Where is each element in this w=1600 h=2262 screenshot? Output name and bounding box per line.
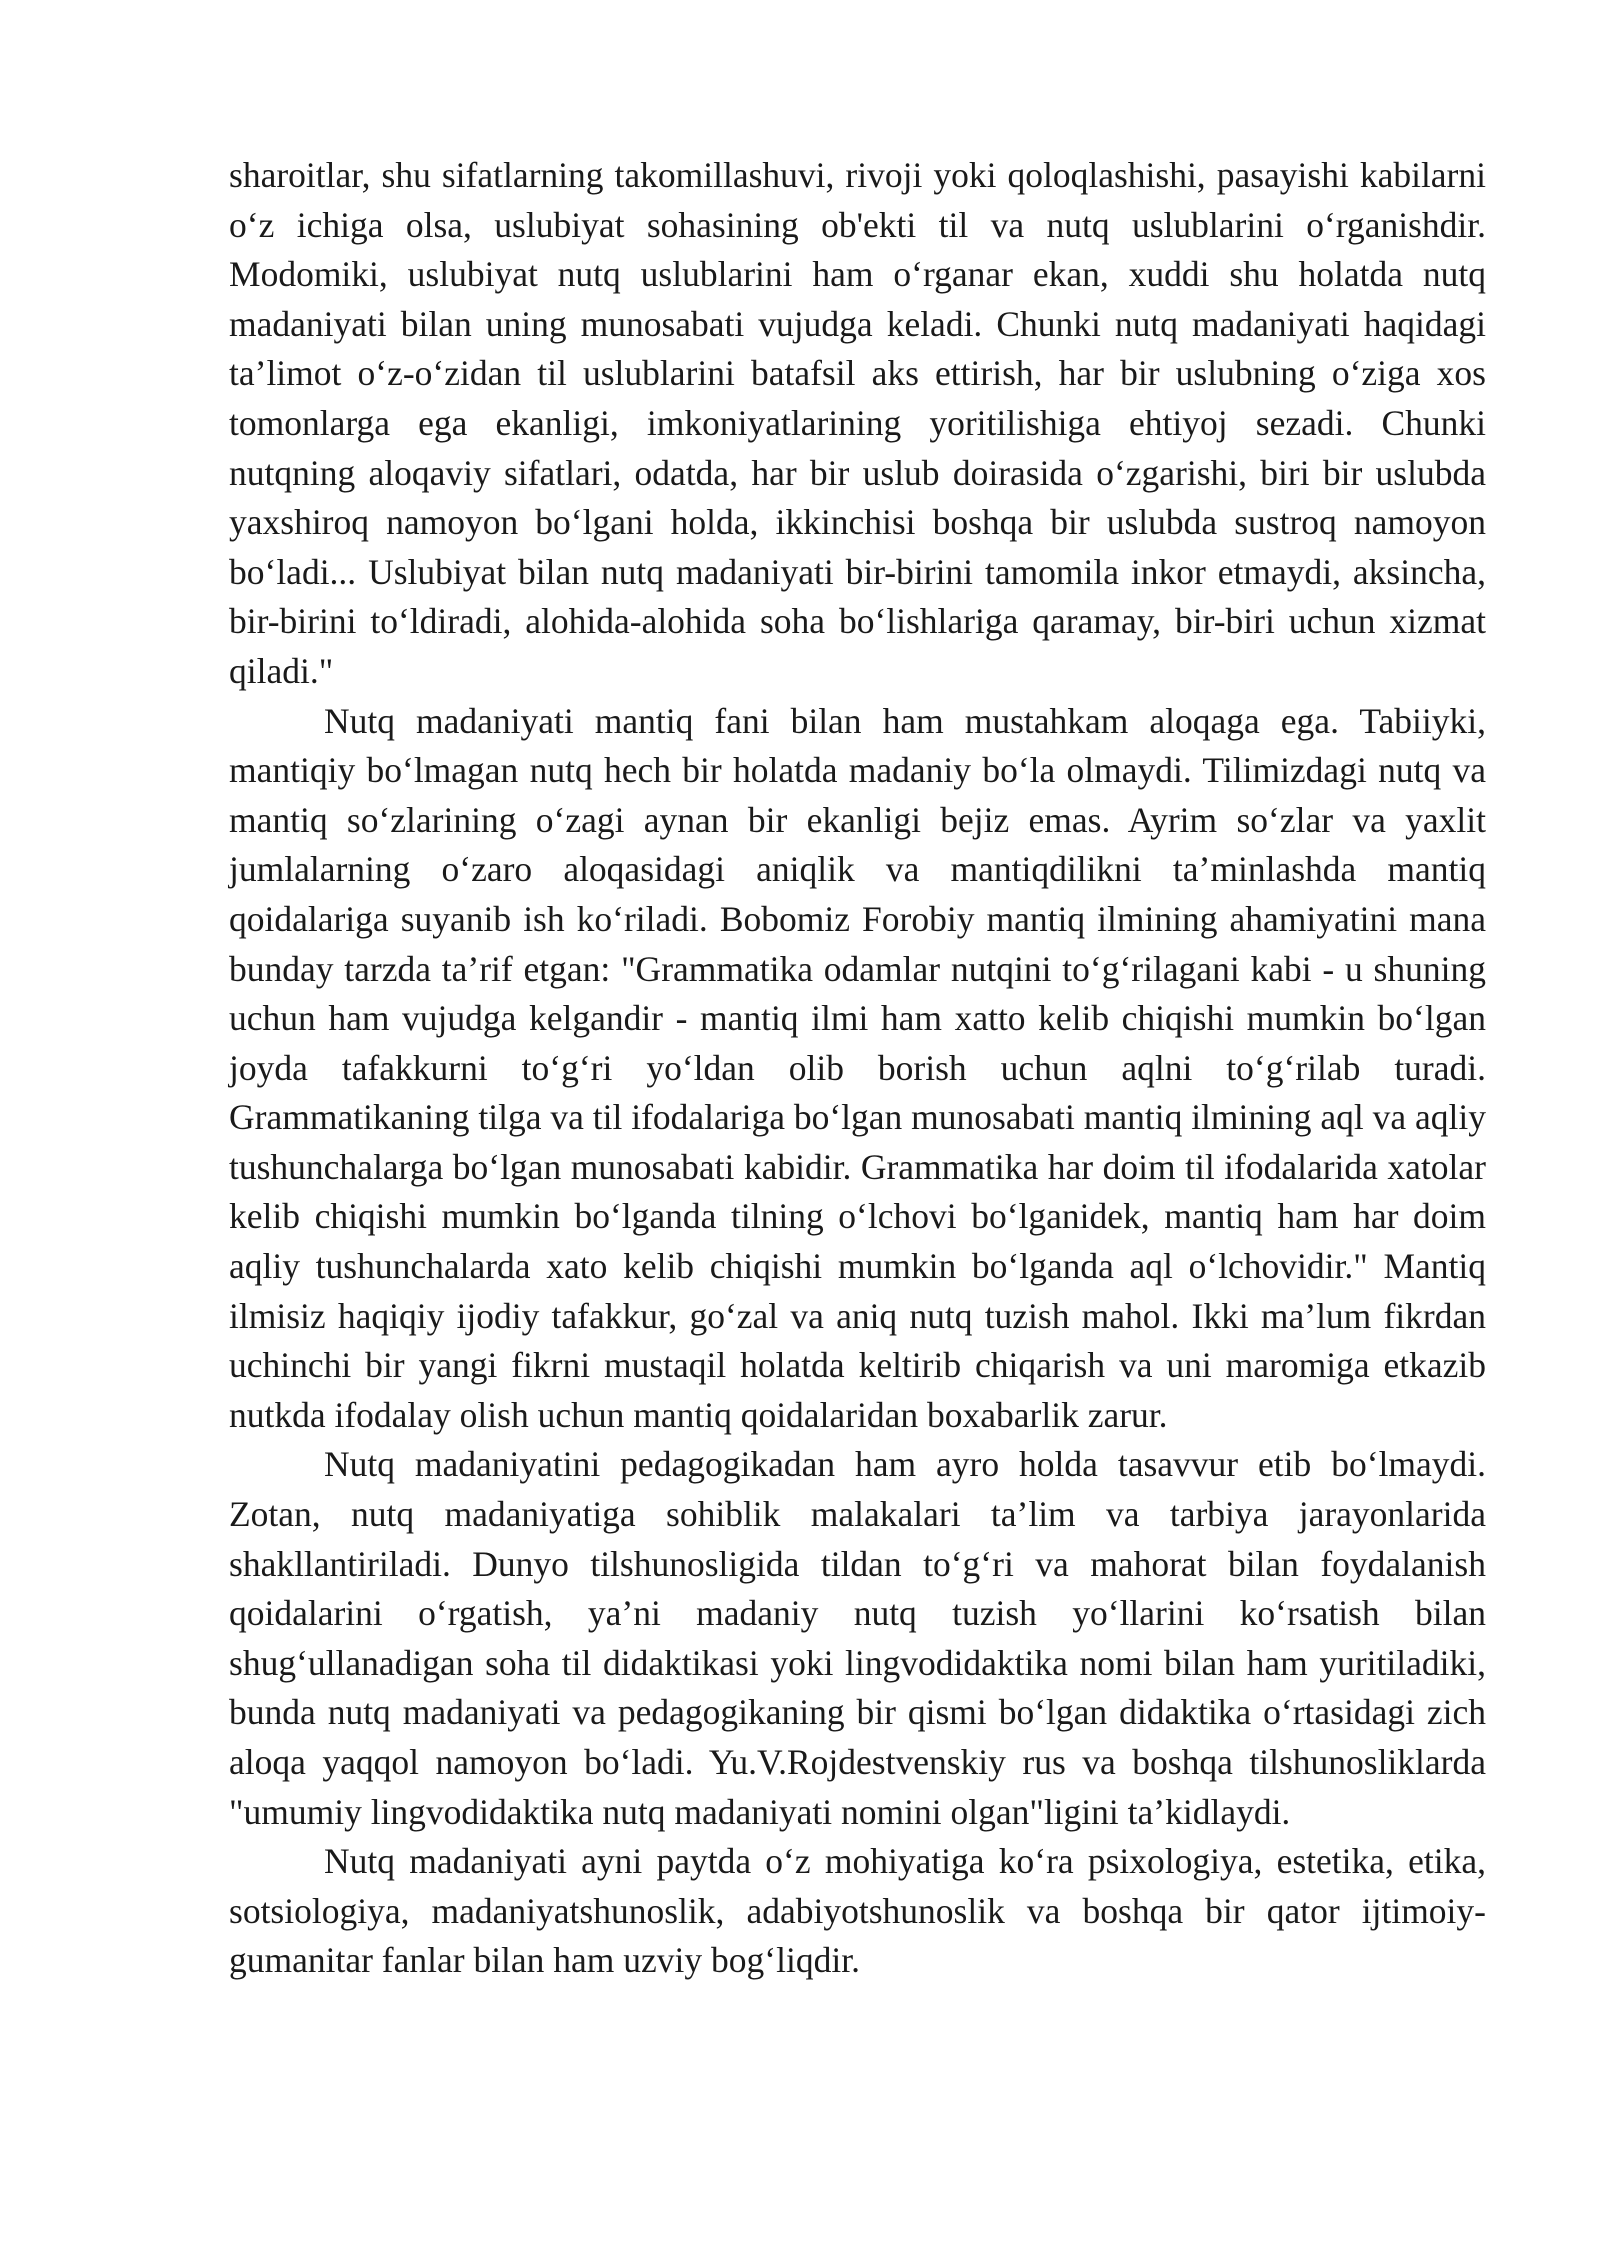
body-text [229, 151, 1486, 1986]
paragraph-pedagogy: Nutq madaniyatini pedagogikadan ham ayro holda tasavvur etib bo‘lmaydi. Zotan, nutq madaniyatiga sohiblik malakalari ta’lim va tarbiya jarayonlarida shakllantiriladi. Dunyo tilshunosligida tildan to‘g‘ri va mahorat bilan foydalanish qoidalarini o‘rgatish, ya’ni madaniy nutq tuzish yo‘llarini ko‘rsatish bilan shug‘ullanadigan soha til didaktikasi yoki lingvodidaktika nomi bilan ham yuritiladiki, bunda nutq madaniyati va pedagogikaning bir qismi bo‘lgan didaktika o‘rtasidagi zich aloqa yaqqol namoyon bo‘ladi. Yu.V.Rojdestvenskiy rus va boshqa tilshunosliklarda "umumiy lingvodidaktika nutq madaniyati nomini olgan"ligini ta’kidlaydi. [229, 1444, 1486, 1832]
paragraph-logic: Nutq madaniyati mantiq fani bilan ham mustahkam aloqaga ega. Tabiiyki, mantiqiy bo‘lmagan nutq hech bir holatda madaniy bo‘la olmaydi. Tilimizdagi nutq va mantiq so‘zlarining o‘zagi aynan bir ekanligi bejiz emas. Ayrim so‘zlar va yaxlit jumlalarning o‘zaro aloqasidagi aniqlik va mantiqdilikni ta’minlashda mantiq qoidalariga suyanib ish ko‘riladi. Bobomiz Forobiy mantiq ilmining ahamiyatini mana bunday tarzda ta’rif etgan: "Grammatika odamlar nutqini to‘g‘rilagani kabi - u shuning uchun ham vujudga kelgandir - mantiq ilmi ham xatto kelib chiqishi mumkin bo‘lgan joyda tafakkurni to‘g‘ri yo‘ldan olib borish uchun aqlni to‘g‘rilab turadi. Grammatikaning tilga va til ifodalariga bo‘lgan munosabati mantiq ilmining aql va aqliy tushunchalarga bo‘lgan munosabati kabidir. Grammatika har doim til ifodalarida xatolar kelib chiqishi mumkin bo‘lganda tilning o‘lchovi bo‘lganidek, mantiq ham har doim aqliy tushunchalarda xato kelib chiqishi mumkin bo‘lganda aql o‘lchovidir." Mantiq ilmisiz haqiqiy ijodiy tafakkur, go‘zal va aniq nutq tuzish mahol. Ikki ma’lum fikrdan uchinchi bir yangi fikrni mustaqil holatda keltirib chiqarish va uni maromiga etkazib nutkda ifodalay olish uchun mantiq qoidalaridan boxabarlik zarur. [229, 700, 1486, 1435]
paragraph-continued: sharoitlar, shu sifatlarning takomillashuvi, rivoji yoki qoloqlashishi, pasayishi kabilarni o‘z ichiga olsa, uslubiyat sohasining ob'ekti til va nutq uslublarini o‘rganishdir. Modomiki, uslubiyat nutq uslublarini ham o‘rganar ekan, xuddi shu holatda nutq madaniyati bilan uning munosabati vujudga keladi. Chunki nutq madaniyati haqidagi ta’limot o‘z-o‘zidan til uslublarini batafsil aks ettirish, har bir uslubning o‘ziga xos tomonlarga ega ekanligi, imkoniyatlarining yoritilishiga ehtiyoj sezadi. Chunki nutqning aloqaviy sifatlari, odatda, har bir uslub doirasida o‘zgarishi, biri bir uslubda yaxshiroq namoyon bo‘lgani holda, ikkinchisi boshqa bir uslubda sustroq namoyon bo‘ladi... Uslubiyat bilan nutq madaniyati bir-birini tamomila inkor etmaydi, aksincha, bir-birini to‘ldiradi, alohida-alohida soha bo‘lishlariga qaramay, bir-biri uchun xizmat qiladi." [229, 155, 1486, 691]
paragraph-humanities: Nutq madaniyati ayni paytda o‘z mohiyatiga ko‘ra psixologiya, estetika, etika, sotsiologiya, madaniyatshunoslik, adabiyotshunoslik va boshqa bir qator ijtimoiy-gumanitar fanlar bilan ham uzviy bog‘liqdir. [229, 1841, 1486, 1981]
